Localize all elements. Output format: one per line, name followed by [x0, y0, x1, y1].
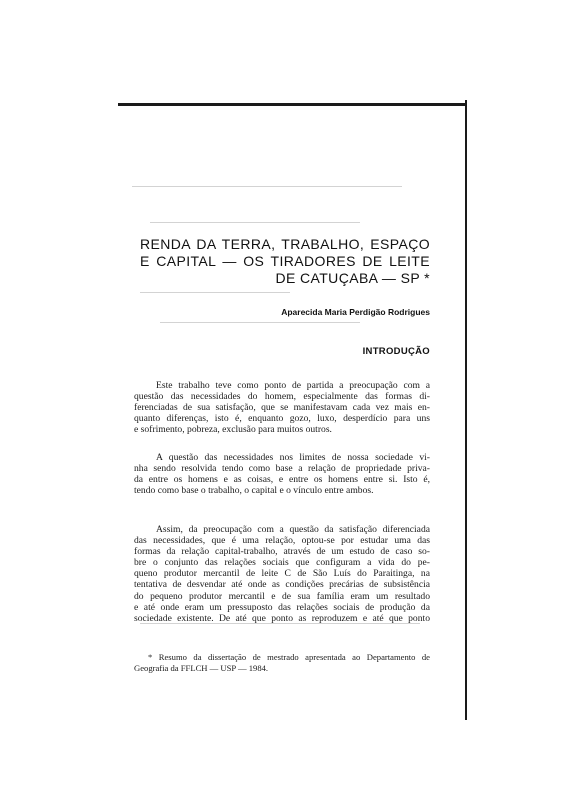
footnote-line: Geografia da FFLCH — USP — 1984.	[134, 662, 269, 673]
footnote	[134, 652, 430, 673]
text-line: tendo como base o trabalho, o capital e o vínculo entre ambos.	[134, 485, 374, 497]
section-heading: INTRODUÇÃO	[362, 346, 430, 357]
author-name: Aparecida Maria Perdigão Rodrigues	[281, 307, 430, 317]
scan-noise	[132, 186, 402, 187]
text-line: tentativa de desvendar até onde as condições precárias de subsistência	[134, 579, 430, 591]
text-line: ferenciadas de sua satisfação, que se manifestavam cada vez mais en-	[134, 402, 430, 414]
top-rule	[118, 103, 466, 106]
text-line: formas da relação capital-trabalho, através de um estudo de caso so-	[134, 546, 430, 558]
text-line: quanto diferenças, isto é, enquanto gozo, luxo, desperdício para uns	[134, 413, 430, 425]
text-line: nha sendo resolvida tendo como base a relação de propriedade priva-	[134, 463, 430, 475]
text-line: do pequeno produtor mercantil e de sua família eram um resultado	[134, 590, 430, 602]
title-line: RENDA DA TERRA, TRABALHO, ESPAÇO	[140, 236, 430, 252]
page-edge-line	[465, 100, 467, 720]
paragraph-2	[134, 452, 430, 496]
text-line: das necessidades, que é uma relação, optou-se por estudar uma das	[134, 535, 430, 547]
title-line: DE CATUÇABA — SP *	[275, 270, 430, 286]
text-line: queno produtor mercantil de leite C de São Luís do Paraitinga, na	[134, 568, 430, 580]
article-title	[140, 236, 430, 287]
footnote-line: * Resumo da dissertação de mestrado apresentada ao Departamento de	[148, 652, 430, 662]
scan-noise	[150, 222, 360, 223]
text-line: questão das necessidades do homem, especialmente das formas di-	[134, 391, 430, 403]
scan-noise	[140, 292, 290, 293]
text-line: e até onde eram um pressuposto das relações sociais de produção da	[134, 601, 430, 613]
text-line: bre o conjunto das relações sociais que configuram a vida do pe-	[134, 557, 430, 569]
text-line: A questão das necessidades nos limites de nossa sociedade vi-	[156, 452, 430, 463]
title-line: E CAPITAL — OS TIRADORES DE LEITE	[140, 253, 430, 269]
text-line: Assim, da preocupação com a questão da satisfação diferenciada	[156, 524, 430, 535]
text-line: sociedade existente. De até que ponto as reproduzem e até que ponto	[134, 612, 430, 624]
text-line: da entre os homens e as coisas, e entre os homens entre si. Isto é,	[134, 474, 430, 486]
scan-noise	[160, 322, 360, 323]
text-line: Este trabalho teve como ponto de partida a preocupação com a	[156, 380, 430, 391]
paragraph-3	[134, 524, 430, 624]
text-line: e sofrimento, pobreza, exclusão para muitos outros.	[134, 424, 332, 436]
paragraph-1	[134, 380, 430, 435]
